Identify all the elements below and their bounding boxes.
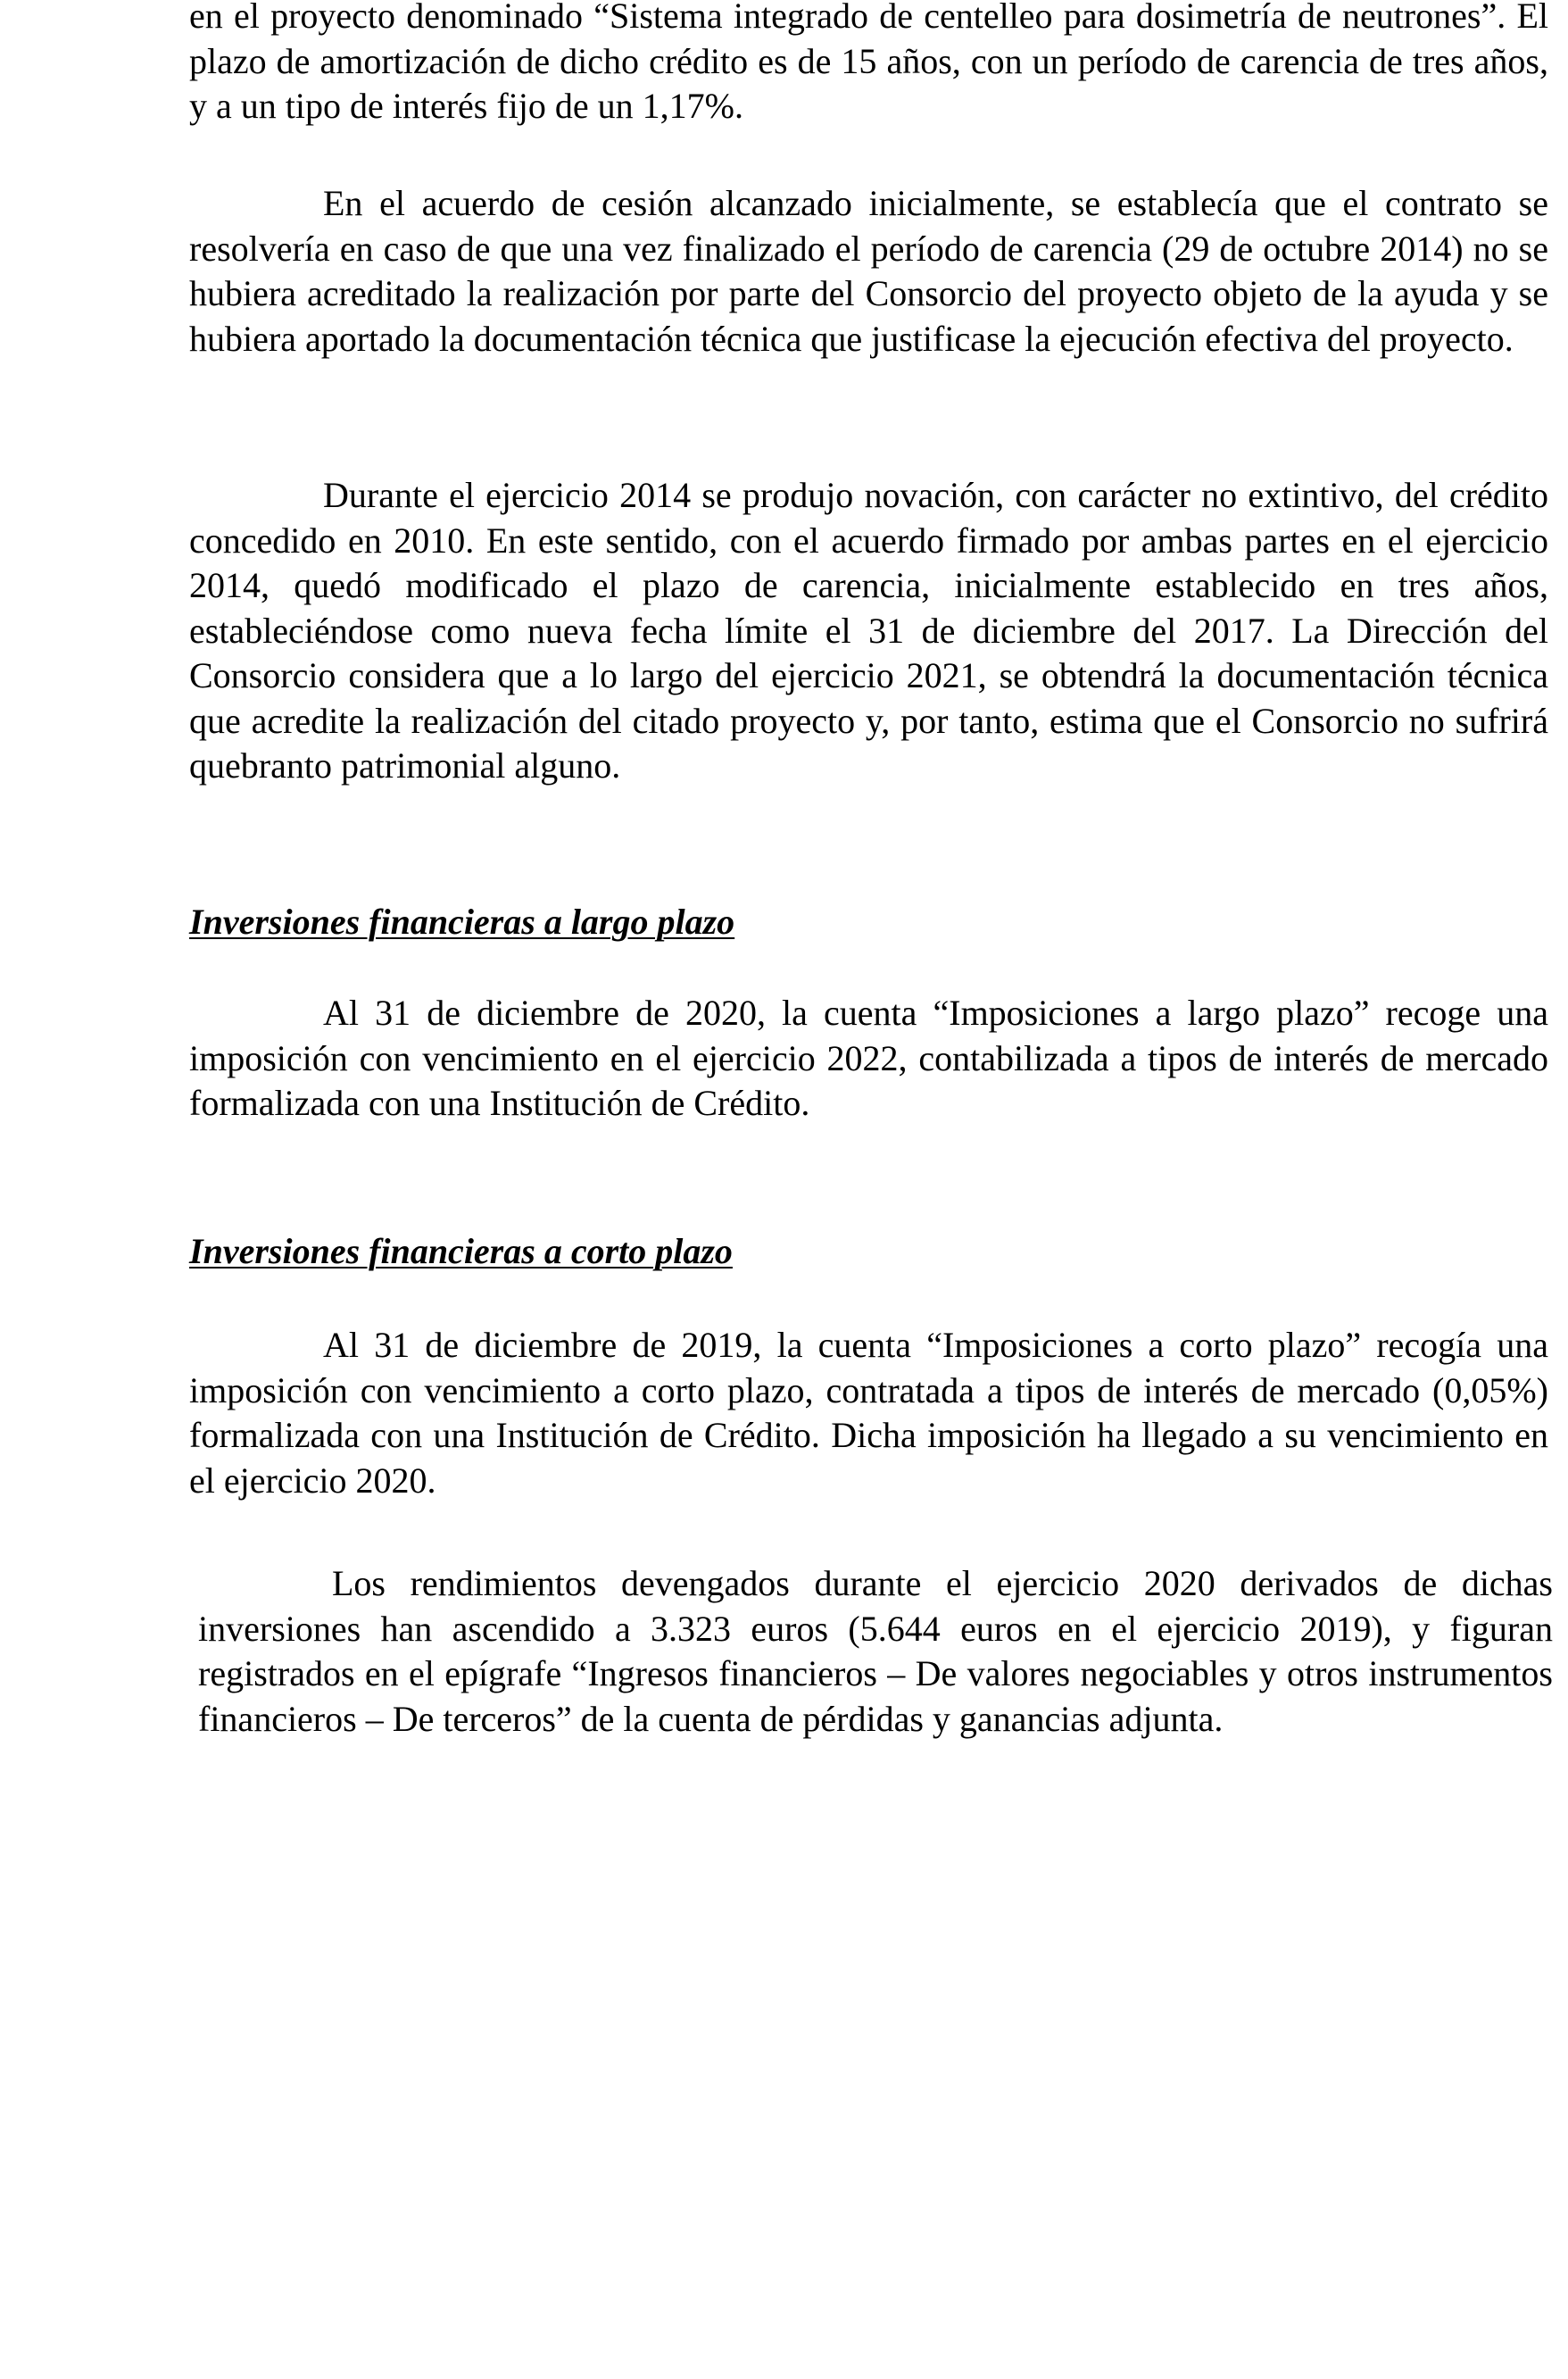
heading-short-term-investments: Inversiones financieras a corto plazo (189, 1231, 733, 1271)
paragraph-long-term-deposits: Al 31 de diciembre de 2020, la cuenta “Imposiciones a largo plazo” recoge una imposición con vencimiento en el ejercicio 2022, contabilizada a tipos de interés de mercado formalizada con una Institución de Crédito. (189, 993, 1548, 1123)
paragraph-short-term-deposits: Al 31 de diciembre de 2019, la cuenta “Imposiciones a corto plazo” recogía una imposición con vencimiento a corto plazo, contratada a tipos de interés de mercado (0,05%) formalizada con una Institución de Crédito. Dicha imposición ha llegado a su vencimiento en el ejercicio 2020. (189, 1325, 1548, 1501)
paragraph-project-loan: en el proyecto denominado “Sistema integrado de centelleo para dosimetría de neutrones”. El plazo de amortización de dicho crédito es de 15 años, con un período de carencia de tres años, y a un tipo de interés fijo de un 1,17%. (189, 0, 1548, 126)
heading-long-term-investments: Inversiones financieras a largo plazo (189, 902, 735, 942)
paragraph-cession-agreement: En el acuerdo de cesión alcanzado inicialmente, se establecía que el contrato se resolvería en caso de que una vez finalizado el período de carencia (29 de octubre 2014) no se hubiera acreditado la realización por parte del Consorcio del proyecto objeto de la ayuda y se hubiera aportado la documentación técnica que justificase la ejecución efectiva del proyecto. (189, 183, 1548, 359)
paragraph-novation: Durante el ejercicio 2014 se produjo novación, con carácter no extintivo, del crédito concedido en 2010. En este sentido, con el acuerdo firmado por ambas partes en el ejercicio 2014, quedó modificado el plazo de carencia, inicialmente establecido en tres años, estableciéndose como nueva fecha límite el 31 de diciembre del 2017. La Dirección del Consorcio considera que a lo largo del ejercicio 2021, se obtendrá la documentación técnica que acredite la realización del citado proyecto y, por tanto, estima que el Consorcio no sufrirá quebranto patrimonial alguno. (189, 475, 1548, 786)
paragraph-financial-income: Los rendimientos devengados durante el ejercicio 2020 derivados de dichas inversiones han ascendido a 3.323 euros (5.644 euros en el ejercicio 2019), y figuran registrados en el epígrafe “Ingresos financieros – De valores negociables y otros instrumentos financieros – De terceros” de la cuenta de pérdidas y ganancias adjunta. (198, 1563, 1553, 1739)
